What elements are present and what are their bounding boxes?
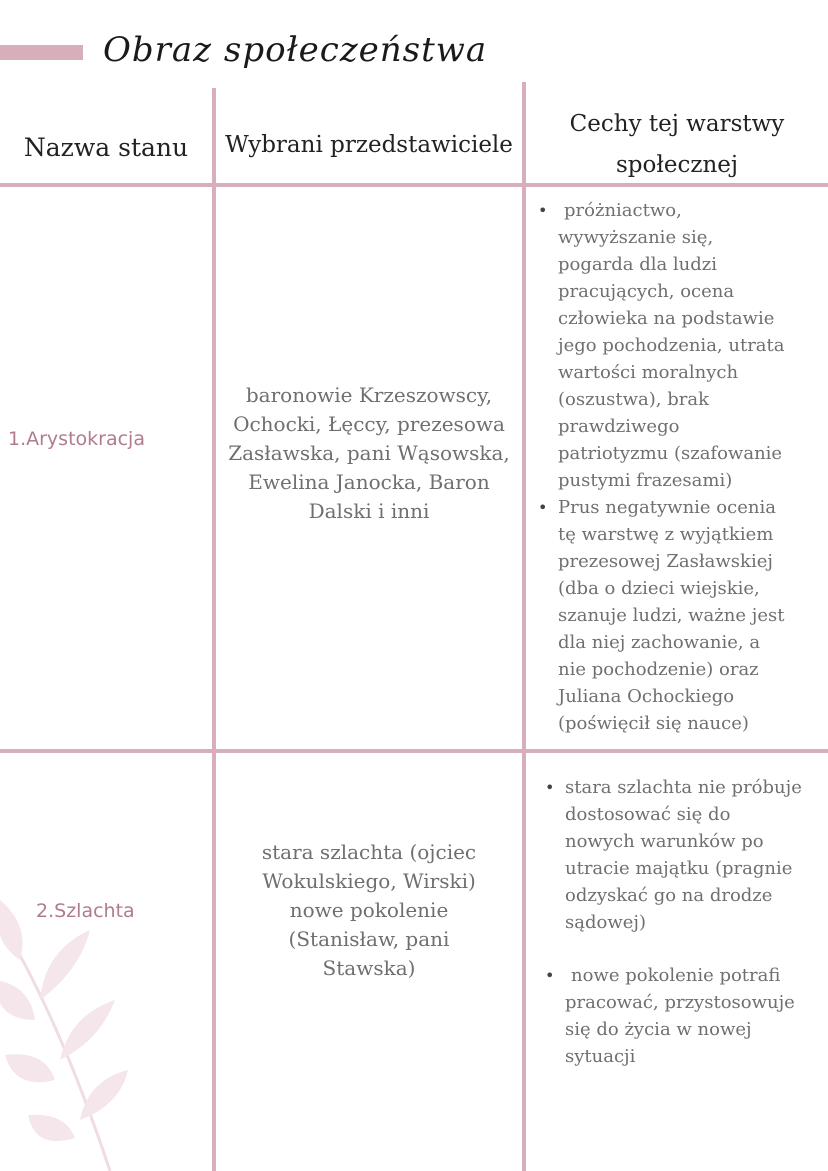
- header-traits-line2: społecznej: [616, 152, 738, 178]
- row-label-nobility: 2.Szlachta: [36, 900, 135, 922]
- rep-line: Stawska): [322, 956, 416, 980]
- trait-line: nie pochodzenie) oraz: [558, 659, 759, 680]
- trait-item: [545, 962, 827, 1070]
- trait-line: stara szlachta nie próbuje: [565, 777, 802, 798]
- trait-line: (poświęcił się nauce): [558, 713, 749, 734]
- row-divider: [0, 749, 828, 753]
- bullet-icon: •: [545, 778, 555, 797]
- trait-line: szanuje ludzi, ważne jest: [558, 605, 785, 626]
- leaf-decoration-icon: [0, 880, 130, 1171]
- trait-line: patriotyzmu (szafowanie: [558, 443, 783, 464]
- trait-line: jego pochodzenia, utrata: [558, 335, 785, 356]
- trait-line: próżniactwo,: [564, 200, 682, 221]
- rep-line: stara szlachta (ojciec: [261, 840, 477, 864]
- column-divider-2: [522, 82, 526, 1171]
- trait-line: nowych warunków po: [565, 831, 764, 852]
- rep-line: Wokulskiego, Wirski): [262, 869, 476, 893]
- rep-line: Dalski i inni: [308, 499, 430, 523]
- rep-line: nowe pokolenie: [289, 898, 449, 922]
- trait-line: (dba o dzieci wiejskie,: [558, 578, 760, 599]
- column-divider-1: [212, 88, 216, 1171]
- title-accent-bar: [0, 45, 83, 60]
- header-name: Nazwa stanu: [23, 133, 189, 162]
- trait-line: Juliana Ochockiego: [558, 686, 735, 707]
- row-label-aristocracy: 1.Arystokracja: [8, 428, 145, 450]
- trait-line: prawdziwego: [558, 416, 680, 437]
- rep-line: Zasławska, pani Wąsowska,: [228, 441, 510, 465]
- header-traits-line1: Cechy tej warstwy: [569, 111, 785, 137]
- rep-line: Ewelina Janocka, Baron: [248, 470, 490, 494]
- traits-nobility: [545, 774, 827, 1070]
- rep-line: baronowie Krzeszowscy,: [245, 383, 493, 407]
- trait-line: pogarda dla ludzi: [558, 254, 718, 275]
- representatives-aristocracy: [216, 381, 522, 526]
- trait-line: odzyskać go na drodze: [565, 885, 773, 906]
- representatives-nobility: [216, 838, 522, 983]
- trait-item: [538, 494, 826, 737]
- trait-line: się do życia w nowej: [565, 1019, 752, 1040]
- trait-line: prezesowej Zasławskiej: [558, 551, 773, 572]
- trait-line: Prus negatywnie ocenia: [558, 497, 776, 518]
- trait-item: [538, 197, 826, 494]
- trait-line: pustymi frazesami): [558, 470, 733, 491]
- rep-line: (Stanisław, pani: [288, 927, 450, 951]
- trait-line: dla niej zachowanie, a: [558, 632, 761, 653]
- trait-line: utracie majątku (pragnie: [565, 858, 793, 879]
- traits-aristocracy: [538, 197, 826, 737]
- trait-line: dostosować się do: [565, 804, 731, 825]
- bullet-icon: •: [538, 498, 548, 517]
- page-title: Obraz społeczeństwa: [103, 30, 488, 70]
- trait-line: sytuacji: [565, 1046, 636, 1067]
- rep-line: Ochocki, Łęccy, prezesowa: [233, 412, 505, 436]
- trait-line: pracować, przystosowuje: [565, 992, 795, 1013]
- bullet-icon: •: [545, 966, 555, 985]
- trait-line: wartości moralnych: [558, 362, 739, 383]
- trait-line: człowieka na podstawie: [558, 308, 775, 329]
- trait-line: nowe pokolenie potrafi: [571, 965, 781, 986]
- header-representatives: Wybrani przedstawiciele: [225, 132, 513, 158]
- trait-line: (oszustwa), brak: [558, 389, 710, 410]
- trait-line: tę warstwę z wyjątkiem: [558, 524, 774, 545]
- trait-line: wywyższanie się,: [558, 227, 714, 248]
- trait-line: sądowej): [565, 912, 646, 933]
- bullet-icon: •: [538, 201, 548, 220]
- trait-line: pracujących, ocena: [558, 281, 735, 302]
- trait-item: [545, 774, 827, 936]
